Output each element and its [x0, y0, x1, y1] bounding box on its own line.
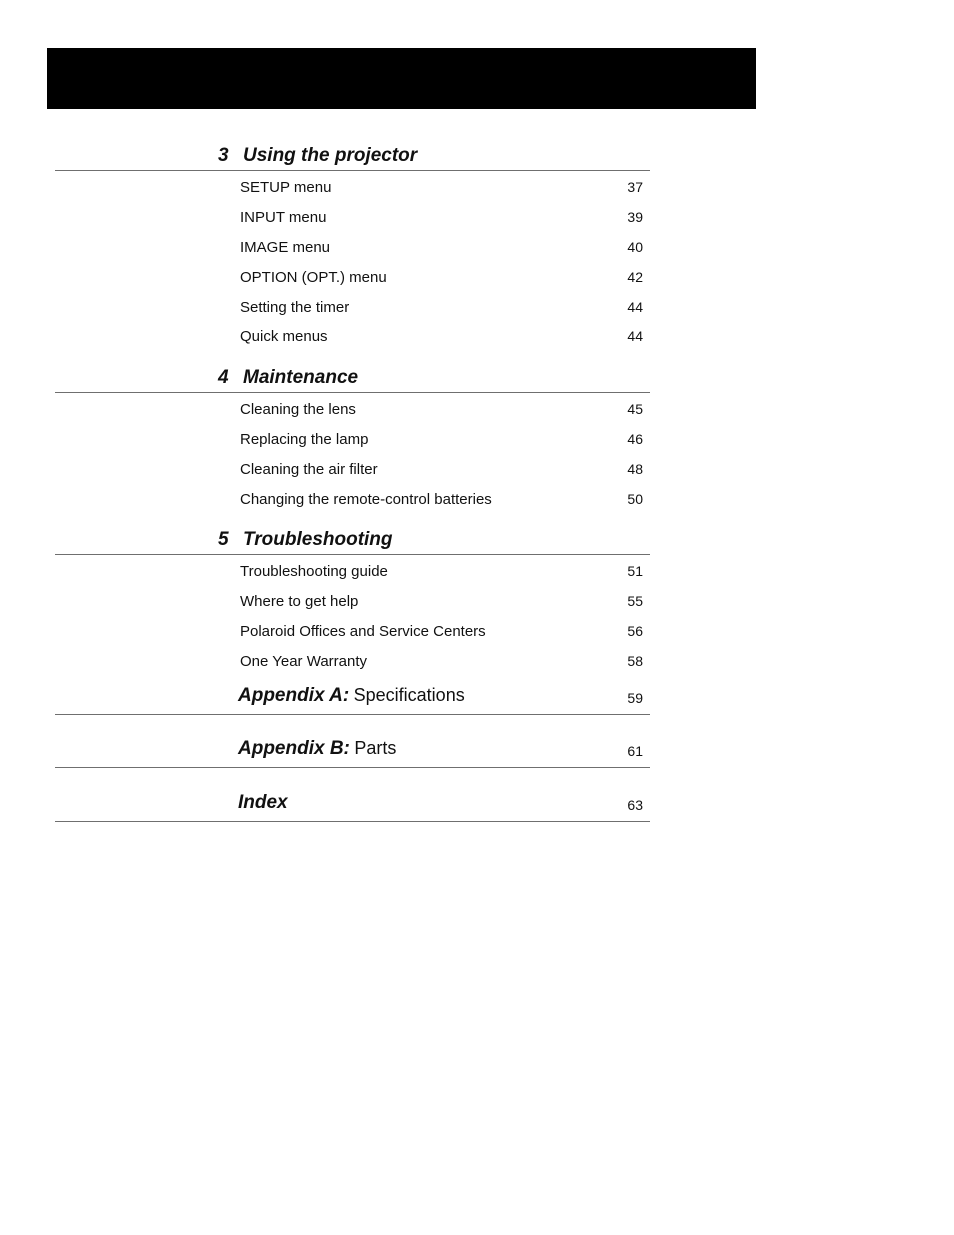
- entry-page: 37: [627, 179, 643, 195]
- chapter-name: Using the projector: [243, 145, 418, 166]
- chapter-name: Troubleshooting: [243, 529, 393, 550]
- entry-page: 55: [627, 593, 643, 609]
- index-page: 63: [627, 797, 643, 813]
- entry-label: Changing the remote-control batteries: [240, 491, 492, 508]
- chapter-title-5: [218, 529, 638, 551]
- chapter-number: 3: [218, 145, 229, 166]
- chapter-rule: [55, 170, 650, 171]
- toc-entry[interactable]: [240, 593, 643, 613]
- entry-page: 39: [627, 209, 643, 225]
- entry-label: Where to get help: [240, 593, 359, 610]
- toc-entry[interactable]: [240, 269, 643, 289]
- entry-page: 40: [627, 239, 643, 255]
- appendix-page: 59: [627, 690, 643, 706]
- entry-label: One Year Warranty: [240, 653, 368, 670]
- toc-entry[interactable]: [240, 623, 643, 643]
- chapter-rule: [55, 392, 650, 393]
- entry-label: Setting the timer: [240, 299, 350, 316]
- toc-appendix-b[interactable]: [238, 738, 643, 762]
- toc-index[interactable]: [238, 792, 643, 816]
- toc-entry[interactable]: [240, 179, 643, 199]
- entry-label: Quick menus: [240, 328, 328, 345]
- header-bar: [47, 48, 756, 109]
- entry-label: SETUP menu: [240, 179, 332, 196]
- appendix-rule: [55, 767, 650, 768]
- toc-entry[interactable]: [240, 431, 643, 451]
- entry-label: Cleaning the air filter: [240, 461, 378, 478]
- index-rule: [55, 821, 650, 822]
- appendix-rule: [55, 714, 650, 715]
- appendix-subtitle: Specifications: [353, 685, 465, 705]
- chapter-name: Maintenance: [243, 367, 359, 388]
- toc-entry[interactable]: [240, 328, 643, 348]
- toc-entry[interactable]: [240, 299, 643, 319]
- entry-page: 42: [627, 269, 643, 285]
- entry-label: Replacing the lamp: [240, 431, 369, 448]
- toc-entry[interactable]: [240, 239, 643, 259]
- entry-page: 44: [627, 328, 643, 344]
- entry-page: 45: [627, 401, 643, 417]
- entry-label: INPUT menu: [240, 209, 327, 226]
- entry-page: 48: [627, 461, 643, 477]
- entry-label: Polaroid Offices and Service Centers: [240, 623, 486, 640]
- chapter-number: 5: [218, 529, 229, 550]
- chapter-rule: [55, 554, 650, 555]
- entry-page: 56: [627, 623, 643, 639]
- chapter-title-4: [218, 367, 638, 389]
- appendix-title: Appendix B:: [238, 738, 350, 759]
- chapter-number: 4: [218, 367, 229, 388]
- index-title: Index: [238, 792, 288, 813]
- chapter-title-3: [218, 145, 638, 167]
- entry-page: 44: [627, 299, 643, 315]
- toc-entry[interactable]: [240, 401, 643, 421]
- toc-appendix-a[interactable]: [238, 685, 643, 709]
- toc-entry[interactable]: [240, 461, 643, 481]
- entry-page: 46: [627, 431, 643, 447]
- entry-page: 58: [627, 653, 643, 669]
- appendix-title: Appendix A:: [238, 685, 350, 706]
- toc-entry[interactable]: [240, 491, 643, 511]
- entry-label: Troubleshooting guide: [240, 563, 388, 580]
- appendix-page: 61: [627, 743, 643, 759]
- entry-label: IMAGE menu: [240, 239, 331, 256]
- toc-entry[interactable]: [240, 209, 643, 229]
- entry-label: OPTION (OPT.) menu: [240, 269, 387, 286]
- toc-entry[interactable]: [240, 563, 643, 583]
- appendix-subtitle: Parts: [354, 738, 397, 758]
- toc-entry[interactable]: [240, 653, 643, 673]
- entry-page: 50: [627, 491, 643, 507]
- entry-page: 51: [627, 563, 643, 579]
- entry-label: Cleaning the lens: [240, 401, 356, 418]
